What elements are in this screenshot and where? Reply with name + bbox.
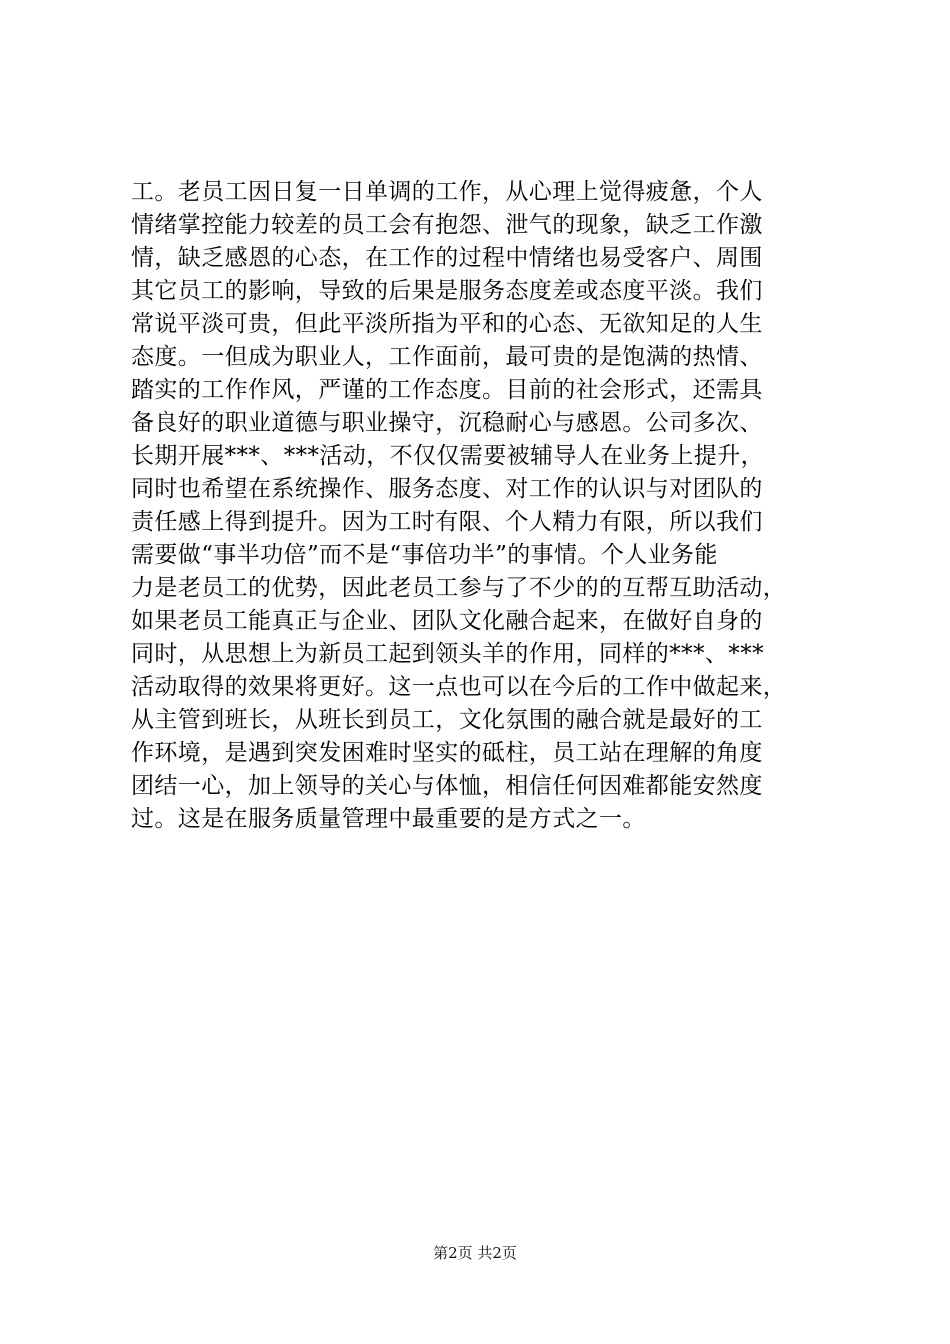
text-line: 过。这是在服务质量管理中最重要的是方式之一。 <box>131 806 646 832</box>
text-line: 态度。一但成为职业人，工作面前，最可贵的是饱满的热情、 <box>131 344 763 370</box>
text-line: 同时也希望在系统操作、服务态度、对工作的认识与对团队的 <box>131 476 763 502</box>
text-line: 团结一心，加上领导的关心与体恤，相信任何因难都能安然度 <box>131 773 763 799</box>
text-line: 情绪掌控能力较差的员工会有抱怨、泄气的现象，缺乏工作激 <box>131 212 763 238</box>
text-line: 如果老员工能真正与企业、团队文化融合起来，在做好自身的 <box>131 608 763 634</box>
text-line: 其它员工的影响，导致的后果是服务态度差或态度平淡。我们 <box>131 278 763 304</box>
text-line: 备良好的职业道德与职业操守，沉稳耐心与感恩。公司多次、 <box>131 410 763 436</box>
text-line: 工。老员工因日复一日单调的工作，从心理上觉得疲惫，个人 <box>131 179 763 205</box>
page-number-footer: 第2页 共2页 <box>433 1244 517 1262</box>
text-line: 活动取得的效果将更好。这一点也可以在今后的工作中做起来， <box>131 674 787 700</box>
text-line: 责任感上得到提升。因为工时有限、个人精力有限，所以我们 <box>131 509 763 535</box>
text-line: 踏实的工作作风，严谨的工作态度。目前的社会形式，还需具 <box>131 377 763 403</box>
text-line: 需要做“事半功倍”而不是“事倍功半”的事情。个人业务能 <box>131 542 718 568</box>
text-line: 长期开展***、***活动，不仅仅需要被辅导人在业务上提升， <box>131 443 764 469</box>
body-paragraph <box>131 176 831 836</box>
text-line: 情，缺乏感恩的心态，在工作的过程中情绪也易受客户、周围 <box>131 245 763 271</box>
text-line: 作环境，是遇到突发困难时坚实的砥柱，员工站在理解的角度 <box>131 740 763 766</box>
text-line: 从主管到班长，从班长到员工，文化氛围的融合就是最好的工 <box>131 707 763 733</box>
text-line: 力是老员工的优势，因此老员工参与了不少的的互帮互助活动， <box>131 575 787 601</box>
text-line: 常说平淡可贵，但此平淡所指为平和的心态、无欲知足的人生 <box>131 311 763 337</box>
text-line: 同时，从思想上为新员工起到领头羊的作用，同样的***、*** <box>131 641 764 667</box>
